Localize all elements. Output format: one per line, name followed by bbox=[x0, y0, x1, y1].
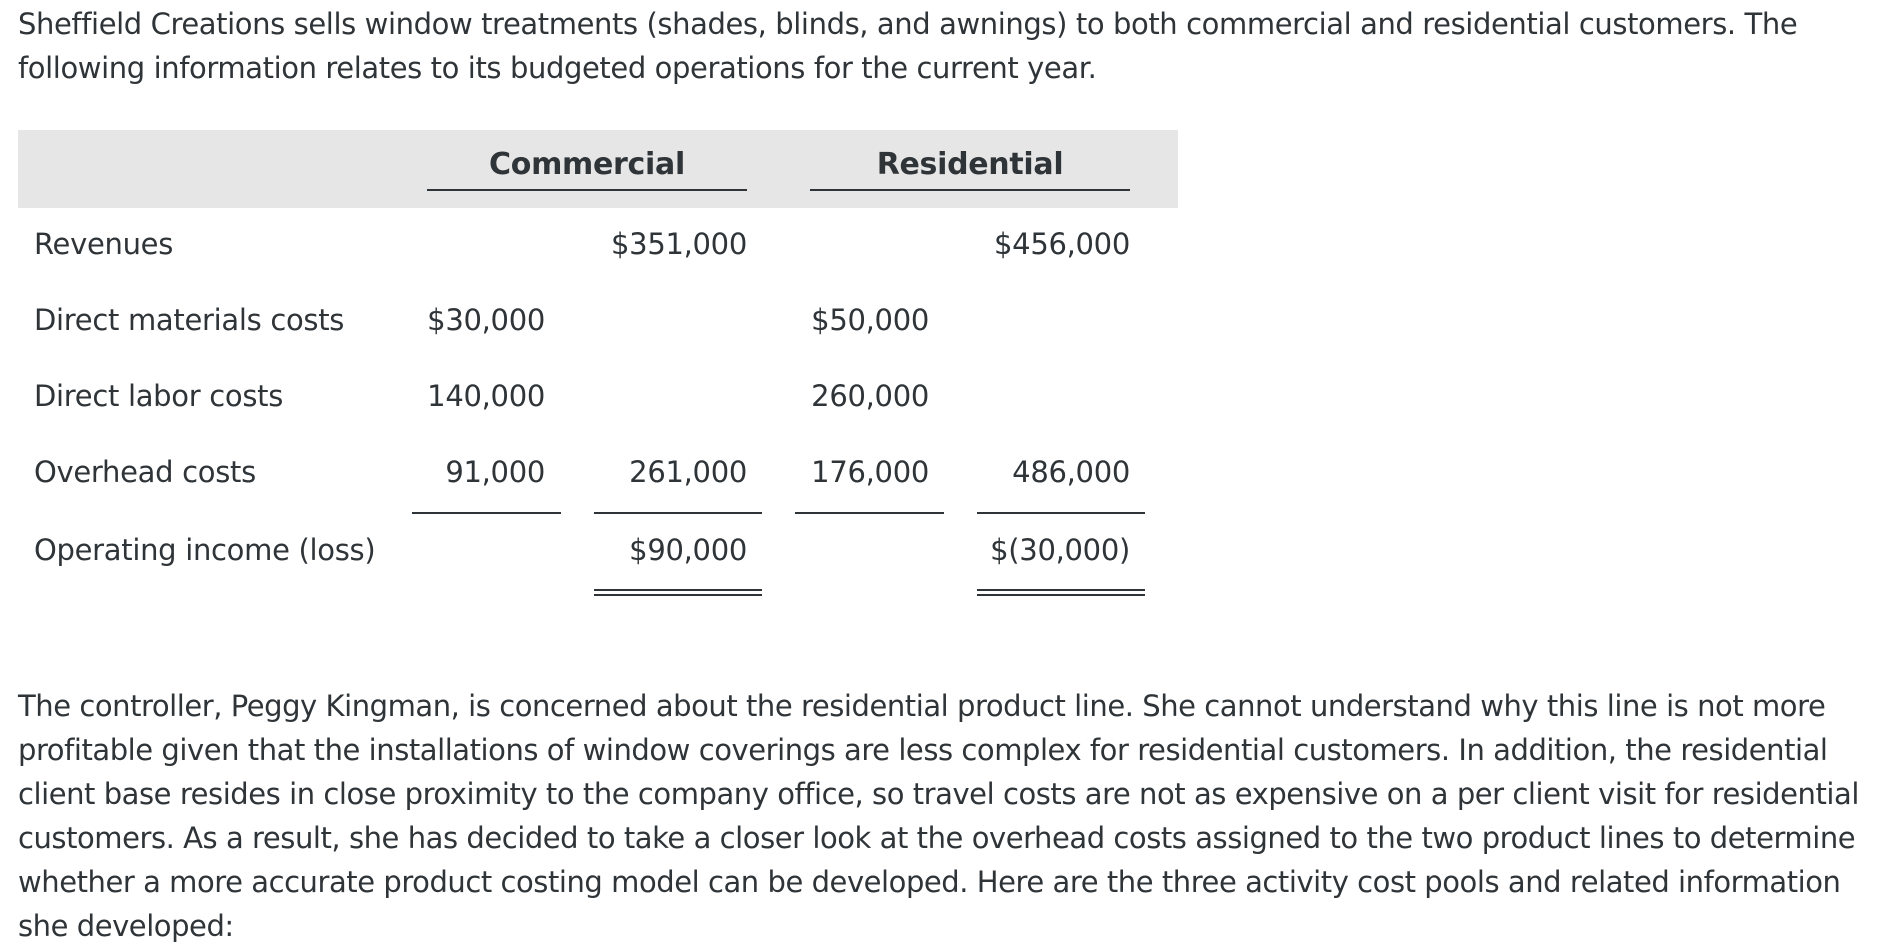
column-header-commercial: Commercial bbox=[489, 147, 685, 182]
residential-direct-materials: $50,000 bbox=[811, 303, 929, 337]
commercial-operating-income: $90,000 bbox=[629, 533, 747, 567]
commercial-total-costs: 261,000 bbox=[629, 455, 747, 489]
commercial-income-double-rule bbox=[594, 589, 762, 596]
residential-income-double-rule bbox=[977, 589, 1145, 596]
residential-overhead: 176,000 bbox=[811, 455, 929, 489]
commercial-direct-materials: $30,000 bbox=[427, 303, 545, 337]
residential-revenues-total: $456,000 bbox=[994, 227, 1130, 261]
closing-paragraph: The controller, Peggy Kingman, is concerned about the residential product line. She cannot understand why this line is not more profitable given that the installations of window coverings are less complex for residential customers. In addition, the residential client base resides in close proximity to the company office, so travel costs are not as expensive on a per client visit for residential customers. As a result, she has decided to take a closer look at the overhead costs assigned to the two product lines to determine whether a more accurate product costing model can be developed. Here are the three activity cost pools and related information she developed: bbox=[18, 689, 1859, 943]
residential-direct-labor: 260,000 bbox=[811, 379, 929, 413]
row-label-overhead: Overhead costs bbox=[34, 455, 256, 489]
column-header-residential: Residential bbox=[876, 147, 1064, 182]
commercial-direct-labor: 140,000 bbox=[427, 379, 545, 413]
row-label-direct-labor: Direct labor costs bbox=[34, 379, 284, 413]
commercial-revenues-total: $351,000 bbox=[611, 227, 747, 261]
row-label-direct-materials: Direct materials costs bbox=[34, 303, 345, 337]
residential-total-subtotal-rule bbox=[977, 512, 1145, 514]
commercial-overhead: 91,000 bbox=[445, 455, 545, 489]
commercial-detail-subtotal-rule bbox=[412, 512, 561, 514]
residential-detail-subtotal-rule bbox=[795, 512, 944, 514]
column-header-residential-underline bbox=[810, 189, 1130, 191]
residential-operating-income: $(30,000) bbox=[990, 533, 1130, 567]
residential-total-costs: 486,000 bbox=[1012, 455, 1130, 489]
row-label-revenues: Revenues bbox=[34, 227, 174, 261]
column-header-commercial-underline bbox=[427, 189, 747, 191]
row-label-operating-income: Operating income (loss) bbox=[34, 533, 376, 567]
commercial-total-subtotal-rule bbox=[594, 512, 762, 514]
intro-paragraph: Sheffield Creations sells window treatments (shades, blinds, and awnings) to both commercial and residential customers. The following information relates to its budgeted operations for the current year. bbox=[18, 7, 1798, 85]
